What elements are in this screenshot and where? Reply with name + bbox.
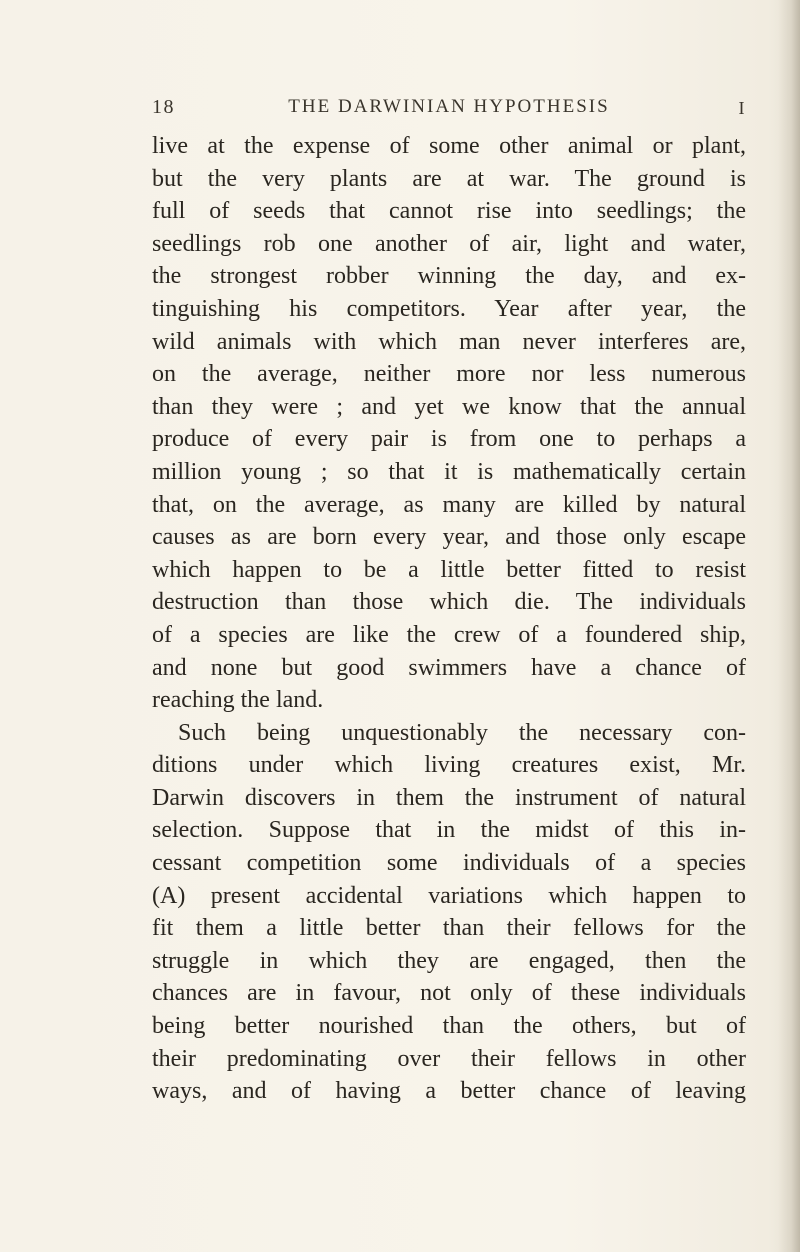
- text-line: the strongest robber winning the day, and ex-: [152, 263, 746, 290]
- page-number: 18: [152, 96, 175, 118]
- text-line: ways, and of having a better chance of leaving: [152, 1078, 746, 1105]
- text-line: seedlings rob one another of air, light and water,: [152, 230, 746, 257]
- chapter-number: I: [738, 98, 746, 118]
- text-line: full of seeds that cannot rise into seedlings; the: [152, 198, 746, 225]
- text-line: selection. Suppose that in the midst of this in-: [152, 817, 746, 844]
- text-line: of a species are like the crew of a foundered ship,: [152, 621, 746, 648]
- page-edge-shadow: [778, 0, 800, 1252]
- text-line: ditions under which living creatures exist, Mr.: [152, 752, 746, 779]
- text-line: their predominating over their fellows in other: [152, 1045, 746, 1072]
- text-line: on the average, neither more nor less numerous: [152, 361, 746, 388]
- text-line: which happen to be a little better fitted to resist: [152, 556, 746, 583]
- running-title: THE DARWINIAN HYPOTHESIS: [288, 96, 610, 117]
- text-line: produce of every pair is from one to perhaps a: [152, 426, 746, 453]
- text-line: million young ; so that it is mathematically certain: [152, 458, 746, 485]
- text-line: and none but good swimmers have a chance of: [152, 654, 746, 681]
- text-line: fit them a little better than their fellows for the: [152, 915, 746, 942]
- paragraph-end-line: reaching the land.: [152, 687, 324, 714]
- text-line: causes as are born every year, and those only escape: [152, 524, 746, 551]
- paragraph-start-line: Such being unquestionably the necessary con-: [178, 719, 746, 746]
- text-line: chances are in favour, not only of these individuals: [152, 980, 746, 1007]
- text-line: Darwin discovers in them the instrument of natural: [152, 784, 746, 811]
- text-line: cessant competition some individuals of a species: [152, 850, 746, 877]
- text-line: destruction than those which die. The individuals: [152, 589, 746, 616]
- text-line: struggle in which they are engaged, then the: [152, 947, 746, 974]
- text-line: being better nourished than the others, but of: [152, 1013, 746, 1040]
- text-line: wild animals with which man never interferes are,: [152, 328, 746, 355]
- running-head: [152, 96, 746, 126]
- text-line: that, on the average, as many are killed by natural: [152, 491, 746, 518]
- text-line: tinguishing his competitors. Year after year, the: [152, 295, 746, 322]
- body-text: [152, 130, 746, 1108]
- text-line: (A) present accidental variations which happen to: [152, 882, 746, 909]
- text-line: but the very plants are at war. The ground is: [152, 165, 746, 192]
- text-line: live at the expense of some other animal or plant,: [152, 133, 746, 159]
- text-line: than they were ; and yet we know that the annual: [152, 393, 746, 420]
